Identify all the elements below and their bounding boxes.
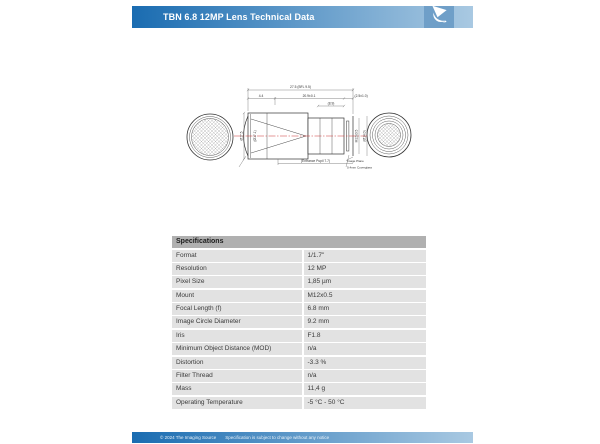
spec-label: Pixel Size <box>172 276 302 288</box>
spec-table-rows <box>172 250 426 409</box>
spec-label: Filter Thread <box>172 370 302 382</box>
lens-rear-view <box>367 113 411 157</box>
spec-row <box>172 250 426 262</box>
spec-value: 1/1.7" <box>304 250 427 262</box>
dim-dome-diameter: (Ø17.1) <box>253 130 257 142</box>
spec-label: Minimum Object Distance (MOD) <box>172 343 302 355</box>
dim-rear-offset: (2.5±1.0) <box>354 93 368 98</box>
entrance-pupil-label: (Entrance Pupil 7.7) <box>300 159 331 163</box>
spec-row <box>172 316 426 328</box>
footer-note: Specification is subject to change without any notice <box>225 435 330 440</box>
spec-label: Mass <box>172 383 302 395</box>
footer-copyright: © 2024 The Imaging Source <box>160 435 217 440</box>
spec-value: 1,85 µm <box>304 276 427 288</box>
spec-row <box>172 357 426 369</box>
specifications-table <box>172 236 426 410</box>
dim-thread-spec: M12x0.5 <box>354 129 359 143</box>
spec-label: Format <box>172 250 302 262</box>
lens-technical-drawing <box>170 75 440 190</box>
spec-label: Focal Length (f) <box>172 303 302 315</box>
spec-row <box>172 397 426 409</box>
spec-label: Iris <box>172 330 302 342</box>
spec-value: 12 MP <box>304 263 427 275</box>
the-imaging-source-logo-icon <box>430 5 449 29</box>
spec-value: F1.8 <box>304 330 427 342</box>
dim-barrel-length: 20.9±0.1 <box>302 93 316 98</box>
spec-row <box>172 290 426 302</box>
spec-row <box>172 330 426 342</box>
spec-row <box>172 303 426 315</box>
dim-thread-length: (8.9) <box>327 101 335 106</box>
header-bar <box>132 6 473 28</box>
dim-rear-diameter: (Ø14.0) <box>362 130 367 142</box>
spec-value: 9.2 mm <box>304 316 427 328</box>
dim-front-offset: 4.4 <box>258 93 264 98</box>
page-title: TBN 6.8 12MP Lens Technical Data <box>163 12 315 22</box>
spec-value: M12x0.5 <box>304 290 427 302</box>
specifications-table-header: Specifications <box>172 236 426 248</box>
spec-row <box>172 383 426 395</box>
spec-row <box>172 370 426 382</box>
spec-row <box>172 276 426 288</box>
spec-row <box>172 343 426 355</box>
dim-front-diameter: Ø17.5 <box>239 131 244 141</box>
spec-value: 11,4 g <box>304 383 427 395</box>
spec-value: n/a <box>304 343 427 355</box>
spec-label: Distortion <box>172 357 302 369</box>
footer-bar <box>132 432 473 443</box>
spec-label: Image Circle Diameter <box>172 316 302 328</box>
dim-overall-length: 27.5 (BFL 9.5) <box>290 85 311 90</box>
spec-label: Operating Temperature <box>172 397 302 409</box>
lens-front-view <box>187 114 233 160</box>
image-plane-label: Image Plane <box>347 158 364 163</box>
spec-value: 6.8 mm <box>304 303 427 315</box>
spec-row <box>172 263 426 275</box>
coverglass-label: 0.4mm Coverglass <box>347 165 373 170</box>
spec-value: -3.3 % <box>304 357 427 369</box>
spec-value: -5 °C - 50 °C <box>304 397 427 409</box>
spec-label: Resolution <box>172 263 302 275</box>
spec-label: Mount <box>172 290 302 302</box>
spec-value: n/a <box>304 370 427 382</box>
logo-box <box>424 6 454 28</box>
